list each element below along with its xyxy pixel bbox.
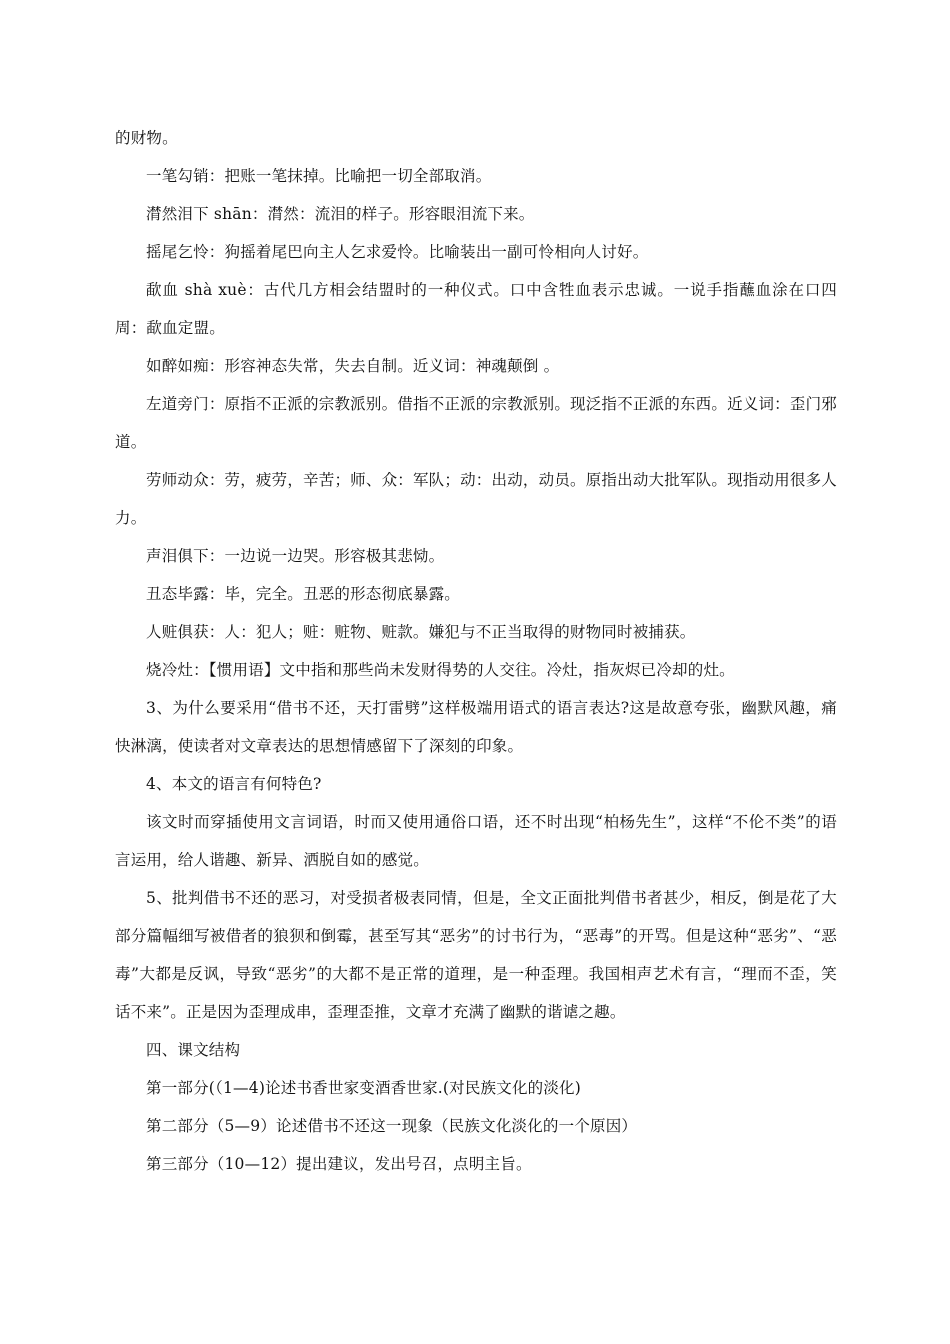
- entry-shengleijuxia: 声泪俱下：一边说一边哭。形容极其悲恸。: [146, 547, 445, 565]
- question-3: 3、为什么要采用“借书不还，天打雷劈”这样极端用语式的语言表达?这是故意夸张，幽默风趣，痛快淋漓，使读者对文章表达的思想情感留下了深刻的印象。: [115, 699, 837, 755]
- entry-laoshidongzhong: 劳师动众：劳，疲劳，辛苦；师、众：军队；动：出动，动员。原指出动大批军队。现指动用很多人力。: [115, 471, 837, 527]
- entry-shaolengzao: 烧冷灶：【惯用语】文中指和那些尚未发财得势的人交往。冷灶，指灰烬已冷却的灶。: [146, 661, 735, 679]
- section-heading-structure: 四、课文结构: [146, 1041, 241, 1059]
- entry-renzangjuhuo: 人赃俱获：人：犯人；赃：赃物、赃款。嫌犯与不正当取得的财物同时被捕获。: [146, 623, 696, 641]
- entry-shanranleixia: 潸然泪下 shān：潸然：流泪的样子。形容眼泪流下来。: [146, 205, 535, 223]
- structure-part-3: 第三部分（10—12）提出建议，发出号召，点明主旨。: [146, 1155, 532, 1173]
- question-4: 4、本文的语言有何特色?: [146, 775, 322, 793]
- answer-4: 该文时而穿插使用文言词语，时而又使用通俗口语，还不时出现“柏杨先生”，这样“不伦不类”的语言运用，给人谐趣、新异、洒脱自如的感觉。: [115, 813, 837, 869]
- entry-zuodaopangmen: 左道旁门：原指不正派的宗教派别。借指不正派的宗教派别。现泛指不正派的东西。近义词：歪门邪道。: [115, 395, 837, 451]
- entry-shaxue: 歃血 shà xuè：古代几方相会结盟时的一种仪式。口中含牲血表示忠诚。一说手指蘸血涂在口四周：歃血定盟。: [115, 281, 837, 337]
- structure-part-1: 第一部分(（1—4)论述书香世家变酒香世家.(对民族文化的淡化): [146, 1079, 581, 1097]
- entry-yibigouxiao: 一笔勾销：把账一笔抹掉。比喻把一切全部取消。: [146, 167, 492, 185]
- entry-choutaibilu: 丑态毕露：毕，完全。丑恶的形态彻底暴露。: [146, 585, 461, 603]
- paragraph-1: 的财物。: [115, 129, 178, 147]
- structure-part-2: 第二部分（5—9）论述借书不还这一现象（民族文化淡化的一个原因）: [146, 1117, 638, 1135]
- document-body: [115, 119, 837, 1183]
- point-5: 5、批判借书不还的恶习，对受损者极表同情，但是，全文正面批判借书者甚少，相反，倒是花了大部分篇幅细写被借者的狼狈和倒霉，甚至写其“恶劣”的讨书行为，“恶毒”的开骂。但是这种“恶劣”、“恶毒”大都是反讽，导致“恶劣”的大都不是正常的道理，是一种歪理。我国相声艺术有言，“理而不歪，笑话不来”。正是因为歪理成串，歪理歪推，文章才充满了幽默的谐谑之趣。: [115, 889, 837, 1021]
- entry-ruzuiruchi: 如醉如痴：形容神态失常，失去自制。近义词：神魂颠倒 。: [146, 357, 560, 375]
- entry-yaoweiqilian: 摇尾乞怜：狗摇着尾巴向主人乞求爱怜。比喻装出一副可怜相向人讨好。: [146, 243, 649, 261]
